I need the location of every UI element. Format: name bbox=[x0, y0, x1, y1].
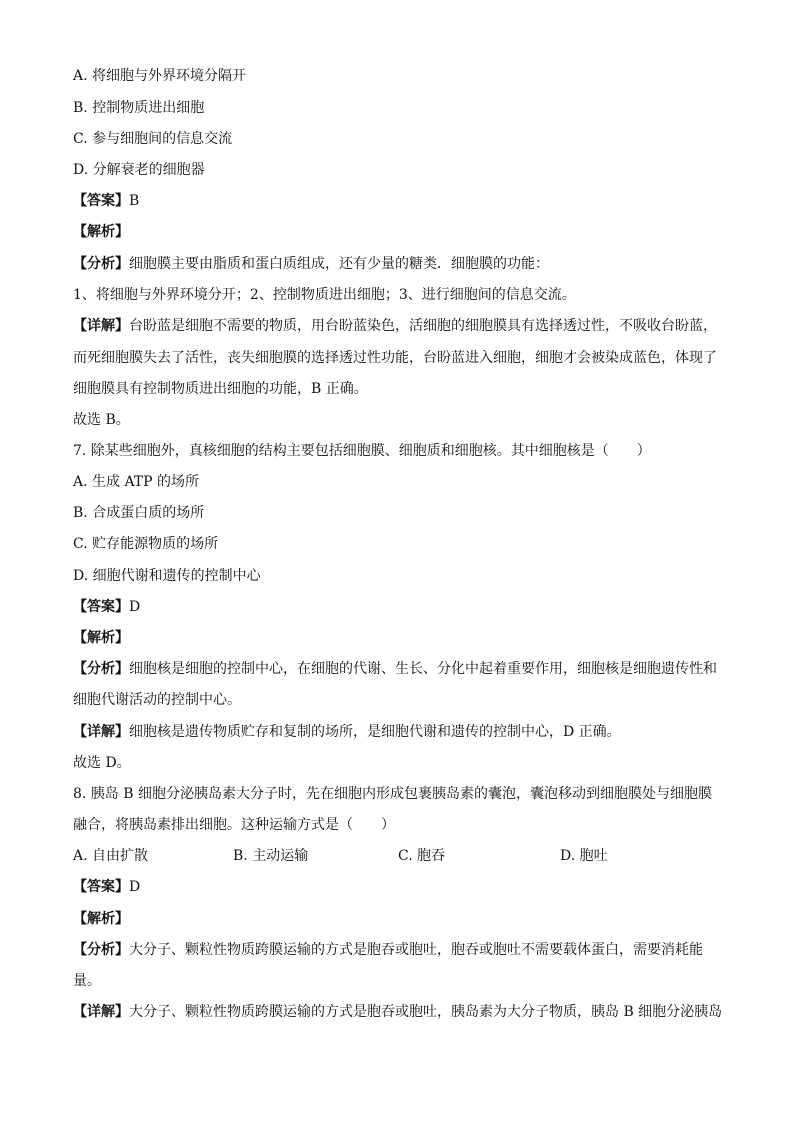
q7-analysis-line2: 细胞代谢活动的控制中心。 bbox=[73, 692, 241, 708]
q6-analysis bbox=[73, 254, 549, 274]
q8-option-b: B. 主动运输 bbox=[233, 848, 309, 864]
q6-detail-line2: 而死细胞膜失去了活性，丧失细胞膜的选择透过性功能，台盼蓝进入细胞，细胞才会被染成蓝色，体现了 bbox=[73, 350, 717, 366]
analysis-tag: 【分析】 bbox=[73, 256, 129, 272]
q7-option-b: B. 合成蛋白质的场所 bbox=[73, 505, 205, 521]
q7-option-a: A. 生成 ATP 的场所 bbox=[73, 474, 200, 490]
analysis-text: 细胞膜主要由脂质和蛋白质组成，还有少量的糖类．细胞膜的功能： bbox=[129, 256, 549, 272]
q8-option-c: C. 胞吞 bbox=[398, 848, 446, 864]
detail-text: 细胞核是遗传物质贮存和复制的场所，是细胞代谢和遗传的控制中心，D 正确。 bbox=[129, 724, 621, 740]
detail-tag: 【详解】 bbox=[73, 724, 129, 740]
q7-analysis-header: 【解析】 bbox=[73, 630, 129, 646]
q8-option-a: A. 自由扩散 bbox=[73, 848, 149, 864]
answer-tag: 【答案】 bbox=[73, 193, 129, 209]
q7-option-d: D. 细胞代谢和遗传的控制中心 bbox=[73, 568, 261, 584]
q8-analysis-line2: 量。 bbox=[73, 973, 101, 989]
detail-text: 台盼蓝是细胞不需要的物质，用台盼蓝染色，活细胞的细胞膜具有选择透过性，不吸收台盼蓝， bbox=[129, 318, 717, 334]
answer-tag: 【答案】 bbox=[73, 879, 129, 895]
q8-stem-line2: 融合，将胰岛素排出细胞。这种运输方式是（ ） bbox=[73, 817, 395, 833]
detail-tag: 【详解】 bbox=[73, 318, 129, 334]
q7-answer bbox=[73, 597, 140, 617]
q8-answer bbox=[73, 877, 140, 897]
q7-detail bbox=[73, 722, 621, 742]
q8-detail bbox=[73, 1002, 722, 1022]
analysis-tag: 【分析】 bbox=[73, 661, 129, 677]
q6-option-c: C. 参与细胞间的信息交流 bbox=[73, 131, 233, 147]
q6-option-b: B. 控制物质进出细胞 bbox=[73, 100, 205, 116]
q7-option-c: C. 贮存能源物质的场所 bbox=[73, 536, 219, 552]
q6-analysis-line2: 1、将细胞与外界环境分开；2、控制物质进出细胞；3、进行细胞间的信息交流。 bbox=[73, 287, 576, 303]
q6-detail bbox=[73, 316, 717, 336]
detail-text: 大分子、颗粒性物质跨膜运输的方式是胞吞或胞吐，胰岛素为大分子物质，胰岛 B 细胞分泌胰岛 bbox=[129, 1004, 723, 1020]
q8-analysis bbox=[73, 940, 703, 960]
answer-value: B bbox=[129, 193, 140, 209]
q6-analysis-header: 【解析】 bbox=[73, 224, 129, 240]
q7-analysis bbox=[73, 659, 717, 679]
q6-option-a: A. 将细胞与外界环境分隔开 bbox=[73, 68, 247, 84]
q8-analysis-header: 【解析】 bbox=[73, 911, 129, 927]
answer-value: D bbox=[129, 599, 141, 615]
q8-stem-line1: 8. 胰岛 B 细胞分泌胰岛素大分子时，先在细胞内形成包裹胰岛素的囊泡，囊泡移动到细胞膜处与细胞膜 bbox=[73, 786, 712, 802]
answer-value: D bbox=[129, 879, 141, 895]
q6-answer bbox=[73, 191, 139, 211]
q6-conclusion: 故选 B。 bbox=[73, 412, 130, 428]
q6-detail-line3: 细胞膜具有控制物质进出细胞的功能，B 正确。 bbox=[73, 381, 368, 397]
detail-tag: 【详解】 bbox=[73, 1004, 129, 1020]
q7-conclusion: 故选 D。 bbox=[73, 755, 131, 771]
q6-option-d: D. 分解衰老的细胞器 bbox=[73, 162, 205, 178]
analysis-text: 细胞核是细胞的控制中心，在细胞的代谢、生长、分化中起着重要作用，细胞核是细胞遗传性和 bbox=[129, 661, 717, 677]
answer-tag: 【答案】 bbox=[73, 599, 129, 615]
q8-option-d: D. 胞吐 bbox=[560, 848, 608, 864]
analysis-tag: 【分析】 bbox=[73, 942, 129, 958]
q7-stem: 7. 除某些细胞外，真核细胞的结构主要包括细胞膜、细胞质和细胞核。其中细胞核是（ ） bbox=[73, 443, 651, 459]
analysis-text: 大分子、颗粒性物质跨膜运输的方式是胞吞或胞吐，胞吞或胞吐不需要载体蛋白，需要消耗能 bbox=[129, 942, 703, 958]
